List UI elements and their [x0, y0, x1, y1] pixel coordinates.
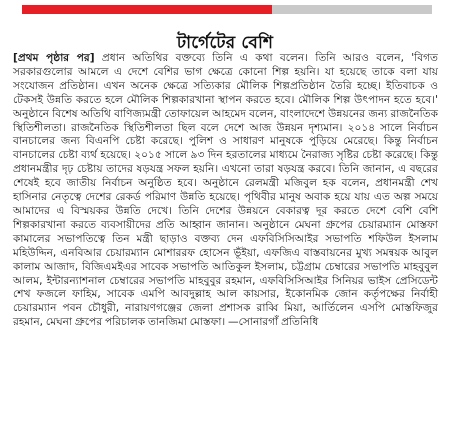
article-body-text: প্রধান অতিথির বক্তব্যে তিনি এ কথা বলেন। তিনি আরও বলেন, 'বিগত সরকারগুলোর আমলে এ দেশে বেশির ভাগ ক্ষেত্রে কোনো শিল্প হয়নি। যা হয়েছে তাকে বলা যায় সংযোজন প্রতিষ্ঠান। এখন অনেক ক্ষেত্রে সত্যিকার মৌলিক শিল্পপ্রতিষ্ঠান তৈরি হচ্ছে। ইতিবাচক ও টেকসই উন্নতি করতে হলে মৌলিক শিল্পকারখানা স্থাপন করতে হবে। মৌলিক শিল্প উৎপাদন হতে হবে।' অনুষ্ঠানে বিশেষ অতিথি বাণিজ্যমন্ত্রী তোফায়েল আহমেদ বলেন, বাংলাদেশে উন্নয়নের জন্য রাজনৈতিক স্থিতিশীলতা। রাজনৈতিক স্থিতিশীলতা ছিল বলে দেশে আজ উন্নয়ন দৃশ্যমান। ২০১৪ সালে নির্বাচন বানচালের জন্য বিএনপি চেষ্টা করেছে। পুলিশ ও সাধারণ মানুষকে পুড়িয়ে মেরেছে। কিন্তু নির্বাচন বানচালের চেষ্টা ব্যর্থ হয়েছে। ২০১৫ সালে ৯৩ দিন হরতালের মাধ্যমে নৈরাজ্য সৃষ্টির চেষ্টা করেছে। কিন্তু প্রধানমন্ত্রীর দৃঢ় চেষ্টায় তাদের ষড়যন্ত্র সফল হয়নি। এখনো তারা ষড়যন্ত্র করবে। তিনি জানান, এ বছরের শেষেই হবে জাতীয় নির্বাচন অনুষ্ঠিত হবে। অনুষ্ঠানে রেলমন্ত্রী মজিবুল হক বলেন, প্রধানমন্ত্রী শেখ হাসিনার নেতৃত্বে দেশের রেকর্ড পরিমাণ উন্নতি হয়েছে। পৃথিবীর মানুষ অবাক হয়ে যায় এত অল্প সময়ে আমাদের এ বিস্ময়কর উন্নতি দেখে। তিনি দেশের উন্নয়নে বেকারত্ব দূর করতে দেশে বেশি বেশি শিল্পকারখানা করতে ব্যবসায়ীদের প্রতি আহ্বান জানান। অনুষ্ঠানে মেঘনা গ্রুপের চেয়ারম্যান মোস্তফা কামালের সভাপতিত্বে তিন মন্ত্রী ছাড়াও বক্তব্য দেন এফবিসিসিআইর সভাপতি শফিউল ইসলাম মহিউদ্দিন, এনবিআর চেয়ারম্যান মোশাররফ হোসেন ভূঁইয়া, এফজিএ বাস্তবায়নের মুখ্য সমন্বয়ক আবুল কালাম আজাদ, বিজিএমইএর সাবেক সভাপতি আতিকুল ইসলাম, চট্টগ্রাম চেম্বারের সভাপতি মাহবুবুল আলম, ইন্টারন্যাশনাল চেম্বারের সভাপতি মাহবুবুর রহমান, এফবিসিসিআইর সিনিয়র ভাইস প্রেসিডেন্ট শেখ ফজলে ফাহিম, সাবেক এমপি আবদুল্লাহ আল কায়সার, ইকোনমিক জোন কর্তৃপক্ষের নির্বাহী চেয়ারম্যান পবন চৌধুরী, নারায়ণগঞ্জের জেলা প্রশাসক রাব্বি মিয়া, আর্তিলেন এসপি মোস্তফিজুর রহমান, মেঘনা গ্রুপের পরিচালক তানজিমা মোস্তফা।	[13, 52, 438, 329]
continuation-marker: [প্রথম পৃষ্ঠার পর]	[13, 52, 95, 64]
top-accent-bar-red	[22, 5, 272, 14]
top-accent-bar-gray	[272, 5, 432, 14]
article-headline: টার্গেটের বেশি	[176, 33, 274, 53]
article-byline: —সোনারগাঁ প্রতিনিধি	[225, 316, 319, 329]
article-body	[13, 52, 438, 330]
